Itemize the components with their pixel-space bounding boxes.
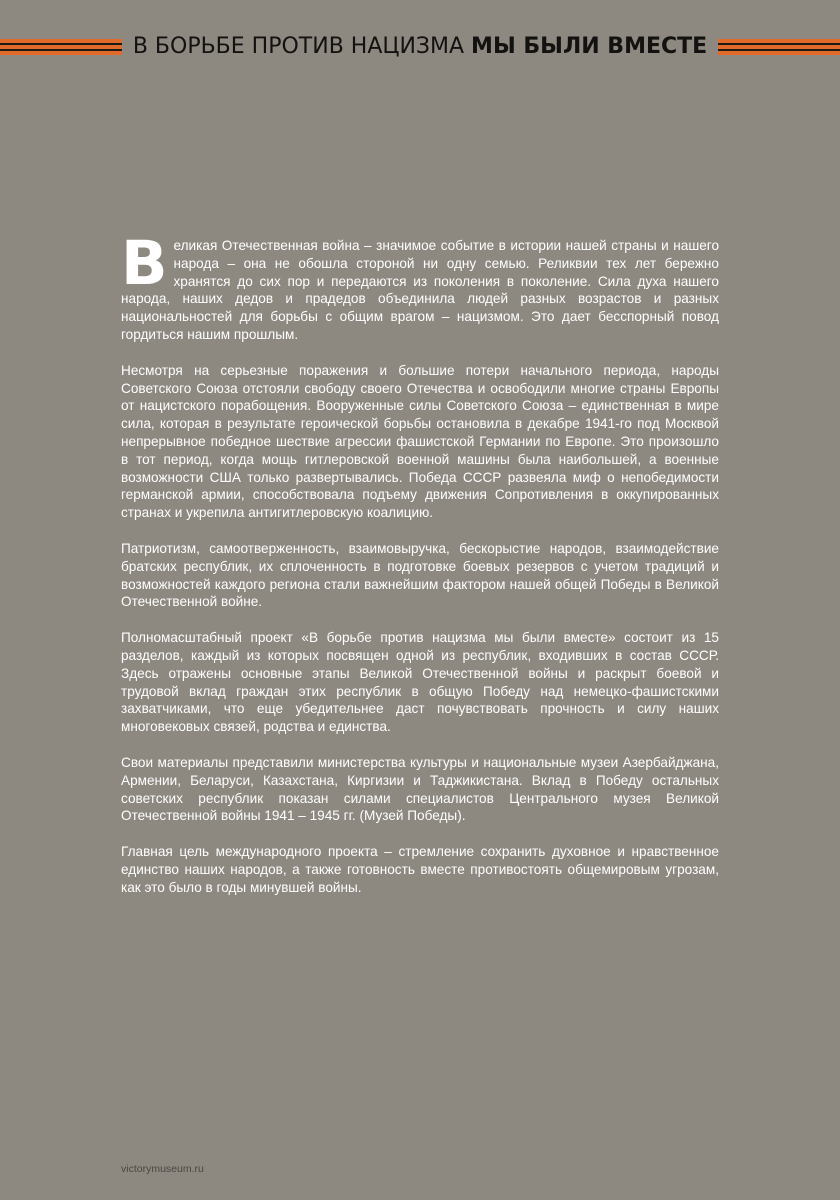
st-george-ribbon-right [718,39,840,55]
st-george-ribbon-left [0,39,122,55]
paragraph-3: Патриотизм, самоотверженность, взаимовыручка, бескорыстие народов, взаимодействие братских республик, их сплоченность в подготовке боевых резервов с учетом традиций и возможностей каждого региона стали важнейшим фактором нашей общей Победы в Великой Отечественной войне. [121,540,719,610]
paragraph-6: Главная цель международного проекта – стремление сохранить духовное и нравственное единство наших народов, а также готовность вместе противостоять общемировым угрозам, как это было в годы минувшей войны. [121,844,719,895]
paragraph-2: Несмотря на серьезные поражения и большие потери начального периода, народы Советского Союза отстояли свободу своего Отечества и освободили многие страны Европы от нацистского порабощения. Вооруженные силы Советского Союза – единственная в мире сила, которая в результате героической борьбы остановила в декабре 1941-го под Москвой непрерывное победное шествие агрессии фашистской Германии по Европе. Это произошло в тот период, когда мощь гитлеровской военной машины была наибольшей, а военные возможности США только развертывались. Победа СССР развеяла миф о непобедимости германской армии, способствовала подъему движения Сопротивления в оккупированных странах и укрепила антигитлеровскую коалицию. [121,362,719,521]
paragraph-1 [121,228,719,344]
footer-site-url: victorymuseum.ru [121,1163,204,1175]
page-title [122,30,718,64]
paragraph-1-text: еликая Отечественная война – значимое событие в истории нашей страны и нашего народа – она не обошла стороной ни одну семью. Реликвии тех лет бережно хранятся до сих пор и передаются из поколения в поколение. Сила духа нашего народа, наших дедов и прадедов объединила людей разных возрастов и разных национальностей для борьбы с общим врагом – нацизмом. Это дает бесспорный повод гордиться нашим прошлым. [121,238,719,342]
page-title-light: В БОРЬБЕ ПРОТИВ НАЦИЗМА [132,34,465,59]
paragraph-5: Свои материалы представили министерства культуры и национальные музеи Азербайджана, Армении, Беларуси, Казахстана, Киргизии и Таджикистана. Вклад в Победу остальных советских республик показан силами специалистов Центрального музея Великой Отечественной войны 1941 – 1945 гг. (Музей Победы). [121,754,719,824]
paragraph-4: Полномасштабный проект «В борьбе против нацизма мы были вместе» состоит из 15 разделов, каждый из которых посвящен одной из республик, входивших в состав СССР. Здесь отражены основные этапы Великой Отечественной войны и раскрыт боевой и трудовой вклад граждан этих республик в общую Победу над немецко-фашистскими захватчиками, что еще убедительнее даст почувствовать прочность и силу наших многовековых связей, родства и единства. [121,630,719,735]
article-body [121,228,719,915]
page-header [0,30,840,64]
page-title-bold: МЫ БЫЛИ ВМЕСТЕ [471,34,708,59]
drop-cap: В [121,228,168,299]
